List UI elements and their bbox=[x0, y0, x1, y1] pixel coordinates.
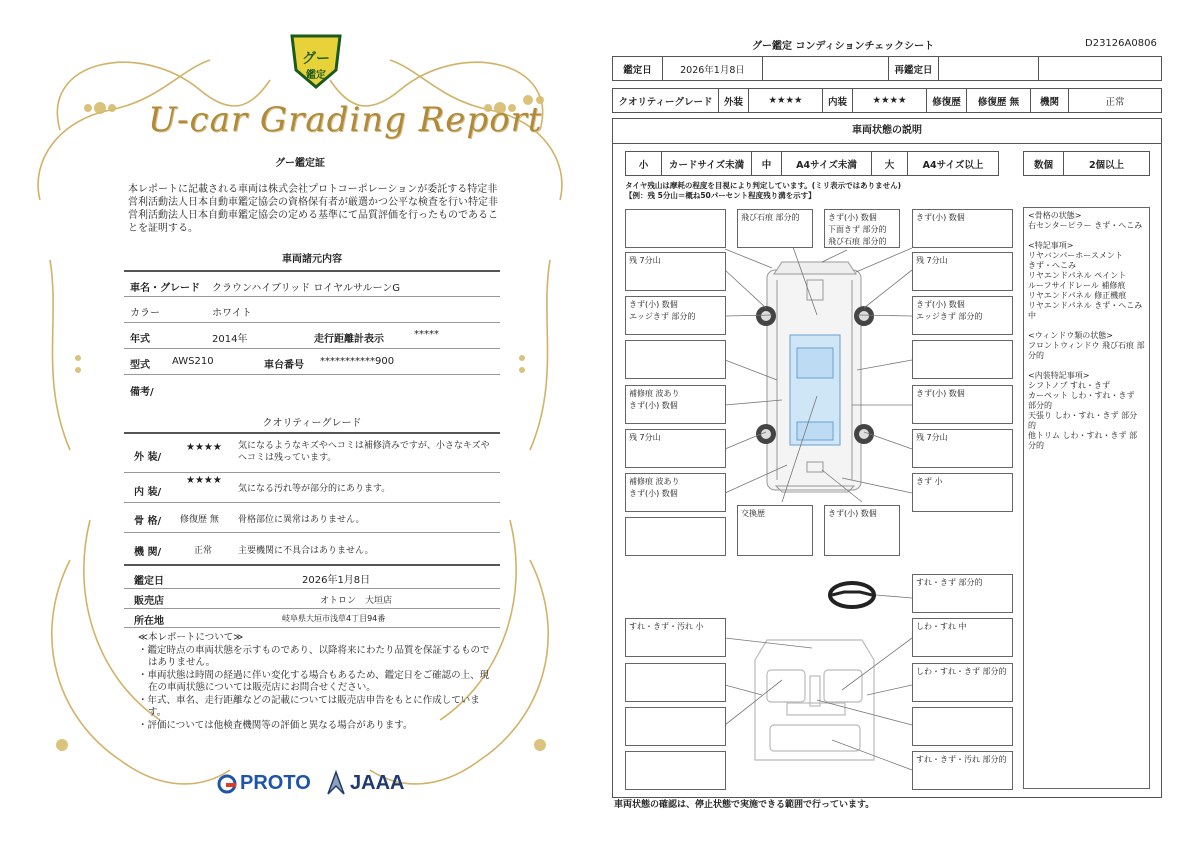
frame-label: 骨 格/ bbox=[134, 516, 162, 527]
tire-note-1: タイヤ残山は摩耗の程度を目視により判定しています。(ミリ表示ではありません) bbox=[625, 181, 902, 190]
frame-notes-panel: <骨格の状態> 右センターピラー きず・へこみ <特記事項> リヤバンパーホースメント きず・へこみ リヤエンドパネル ペイント ルーフサイドレール 補修痕 リヤエンドパネル 修正機痕 リヤエンドパネル きず・へこみ 中 <ウィンドウ類の状態> フロントウィンドウ 飛び石痕 部分的 <内装特記事項> シフトノブ すれ・きず カーペット しわ・すれ・きず 部分的 天張り しわ・すれ・きず 部分的 他トリム しわ・すれ・きず 部分的 bbox=[1023, 207, 1150, 789]
sheet-date-value: 2026年1月8日 bbox=[663, 57, 763, 81]
specs-title: 車両諸元内容 bbox=[282, 254, 342, 265]
cond-box: すれ・きず・汚れ 小 bbox=[625, 618, 726, 657]
size-large-value: A4サイズ以上 bbox=[908, 152, 999, 176]
cond-box: しわ・すれ・きず 部分的 bbox=[912, 663, 1013, 702]
cond-box bbox=[625, 751, 726, 790]
note-item: ・車両状態は時間の経過に伴い変化する場合もあるため、鑑定日をご確認の上、現在の車両状態については販売店にお問合せください。 bbox=[138, 669, 490, 693]
date-row bbox=[124, 564, 500, 588]
cond-box bbox=[625, 517, 726, 556]
size-large: 大 bbox=[872, 152, 908, 176]
date-label: 鑑定日 bbox=[134, 576, 164, 587]
count-label: 数個 bbox=[1024, 152, 1064, 176]
note-item: ・鑑定時点の車両状態を示すものであり、以降将来にわたり品質を保証するものではありません。 bbox=[138, 644, 490, 668]
remarks-label: 備考/ bbox=[130, 387, 154, 398]
cond-box: 残 7分山 bbox=[625, 252, 726, 291]
cond-box bbox=[912, 340, 1013, 379]
shop-label: 販売店 bbox=[134, 596, 164, 607]
color-label: カラー bbox=[130, 308, 160, 319]
cond-box: きず(小) 数個 エッジきず 部分的 bbox=[912, 296, 1013, 335]
engine-value: 正常 bbox=[194, 546, 213, 556]
date-table bbox=[612, 56, 1162, 81]
size-legend bbox=[625, 151, 999, 176]
sheet-title: グー鑑定 コンディションチェックシート bbox=[752, 41, 935, 52]
logo-main-text: グー bbox=[302, 51, 330, 67]
tire-note-2: 【例：残 5分山＝概ね50パーセント程度残り溝を示す】 bbox=[625, 191, 816, 200]
int-label: 内 装/ bbox=[134, 487, 162, 498]
ext-comment: 気になるようなキズやヘコミは補修済みですが、小さなキズやヘコミは残っています。 bbox=[238, 441, 490, 463]
cond-box bbox=[625, 209, 726, 248]
cond-box: きず(小) 数個 エッジきず 部分的 bbox=[625, 296, 726, 335]
cond-box: 残 7分山 bbox=[912, 252, 1013, 291]
cond-box bbox=[912, 707, 1013, 746]
proto-logo: PROTO bbox=[240, 772, 311, 794]
repair-value: 修復歴 無 bbox=[967, 89, 1031, 113]
qg-label: クオリティーグレード bbox=[613, 89, 719, 113]
spec-row-color bbox=[124, 296, 500, 322]
grade-table bbox=[612, 88, 1162, 113]
cond-box: きず(小) 数個 下面きず 部分的 飛び石痕 部分的 bbox=[824, 209, 900, 248]
count-value: 2個以上 bbox=[1064, 152, 1150, 176]
cond-box bbox=[625, 707, 726, 746]
cond-box: しわ・すれ 中 bbox=[912, 618, 1013, 657]
year-value: 2014年 bbox=[212, 334, 248, 345]
spec-row-model bbox=[124, 348, 500, 374]
address-row bbox=[124, 608, 500, 628]
address-value: 岐阜県大垣市浅草4丁目94番 bbox=[282, 614, 386, 623]
intro-text: 本レポートに記載される車両は株式会社プロトコーポレーションが委託する特定非営利活動法人日本自動車鑑定協会の資格保有者が厳選かつ公平な検査を行い特定非営利活動法人日本自動車鑑定協会の定める基準にて品質評価を行ったものであることを証明する。 bbox=[128, 184, 498, 234]
frame-comment: 骨格部位に異常はありません。 bbox=[238, 515, 365, 525]
sheet-int-stars: ★★★★ bbox=[853, 89, 927, 113]
address-label: 所在地 bbox=[134, 616, 164, 627]
cond-box: 残 7分山 bbox=[912, 429, 1013, 468]
sheet-int-label: 内装 bbox=[823, 89, 853, 113]
ext-stars: ★★★★ bbox=[186, 442, 222, 453]
note-item: ・評価については他検査機関等の評価と異なる場合があります。 bbox=[138, 719, 413, 731]
redate-value bbox=[939, 57, 1039, 81]
size-mid: 中 bbox=[752, 152, 782, 176]
name-value: クラウンハイブリッド ロイヤルサルーンG bbox=[212, 283, 401, 294]
empty-cell bbox=[1039, 57, 1162, 81]
sheet-date-label: 鑑定日 bbox=[613, 57, 663, 81]
chassis-value: ***********900 bbox=[320, 356, 395, 367]
color-value: ホワイト bbox=[212, 308, 252, 319]
size-small: 小 bbox=[626, 152, 662, 176]
cond-box: すれ・きず 部分的 bbox=[912, 574, 1013, 613]
cond-box: 補修痕 波あり きず(小) 数個 bbox=[625, 473, 726, 512]
engine-comment: 主要機関に不具合はありません。 bbox=[238, 546, 374, 556]
quality-row-interior bbox=[124, 472, 500, 502]
report-notes bbox=[138, 632, 498, 732]
date-value: 2026年1月8日 bbox=[302, 575, 371, 586]
cond-box: すれ・きず・汚れ 部分的 bbox=[912, 751, 1013, 790]
redate-label: 再鑑定日 bbox=[889, 57, 939, 81]
sheet-footer: 車両状態の確認は、停止状態で実施できる範囲で行っています。 bbox=[614, 800, 875, 810]
engine-label: 機 関/ bbox=[134, 547, 162, 558]
sheet-ext-label: 外装 bbox=[719, 89, 749, 113]
spec-row-name bbox=[124, 270, 500, 296]
cond-box: 飛び石痕 部分的 bbox=[737, 209, 813, 248]
int-stars: ★★★★ bbox=[186, 475, 222, 486]
cond-box: きず(小) 数個 bbox=[824, 505, 900, 556]
spec-row-remarks bbox=[124, 374, 500, 404]
int-comment: 気になる汚れ等が部分的にあります。 bbox=[238, 484, 391, 494]
desc-title: 車両状態の説明 bbox=[612, 118, 1162, 144]
logo-sub-text: 鑑定 bbox=[306, 70, 326, 81]
cond-box: きず(小) 数個 bbox=[912, 209, 1013, 248]
quality-title: クオリティーグレード bbox=[262, 418, 362, 429]
jaaa-logo-icon bbox=[326, 770, 346, 796]
size-mid-value: A4サイズ未満 bbox=[782, 152, 872, 176]
frame-value: 修復歴 無 bbox=[180, 515, 219, 525]
sheet-engine-value: 正常 bbox=[1069, 89, 1162, 113]
size-small-value: カードサイズ未満 bbox=[662, 152, 752, 176]
notes-title: ≪本レポートについて≫ bbox=[138, 632, 244, 643]
script-title: U-car Grading Report bbox=[148, 100, 543, 140]
model-value: AWS210 bbox=[172, 356, 214, 367]
cond-box: 残 7分山 bbox=[625, 429, 726, 468]
cond-box: きず(小) 数個 bbox=[912, 385, 1013, 424]
certificate-title: グー鑑定証 bbox=[275, 158, 325, 169]
empty-cell bbox=[763, 57, 889, 81]
name-label: 車名・グレード bbox=[130, 283, 200, 294]
cond-box bbox=[625, 340, 726, 379]
cond-box: 補修痕 波あり きず(小) 数個 bbox=[625, 385, 726, 424]
sheet-code: D23126A0806 bbox=[1085, 38, 1157, 49]
cond-box: きず 小 bbox=[912, 473, 1013, 512]
model-label: 型式 bbox=[130, 360, 150, 371]
shop-row bbox=[124, 588, 500, 608]
quality-row-engine bbox=[124, 532, 500, 564]
shop-value: オトロン 大垣店 bbox=[320, 596, 393, 606]
mileage-value: ***** bbox=[414, 329, 439, 340]
quality-row-exterior bbox=[124, 432, 500, 472]
quality-row-frame bbox=[124, 502, 500, 532]
repair-label: 修復歴 bbox=[927, 89, 967, 113]
sheet-ext-stars: ★★★★ bbox=[749, 89, 823, 113]
ext-label: 外 装/ bbox=[134, 452, 162, 463]
cond-box bbox=[625, 663, 726, 702]
year-label: 年式 bbox=[130, 334, 150, 345]
proto-logo-icon bbox=[216, 773, 238, 795]
cond-box: 交換歴 bbox=[737, 505, 813, 556]
chassis-label: 車台番号 bbox=[264, 360, 304, 371]
count-legend bbox=[1023, 151, 1150, 176]
sheet-engine-label: 機関 bbox=[1031, 89, 1069, 113]
mileage-label: 走行距離計表示 bbox=[314, 334, 384, 345]
note-item: ・年式、車名、走行距離などの記載については販売店申告をもとに作成しています。 bbox=[138, 694, 480, 718]
jaaa-logo: JAAA bbox=[350, 772, 405, 794]
spec-row-year bbox=[124, 322, 500, 348]
